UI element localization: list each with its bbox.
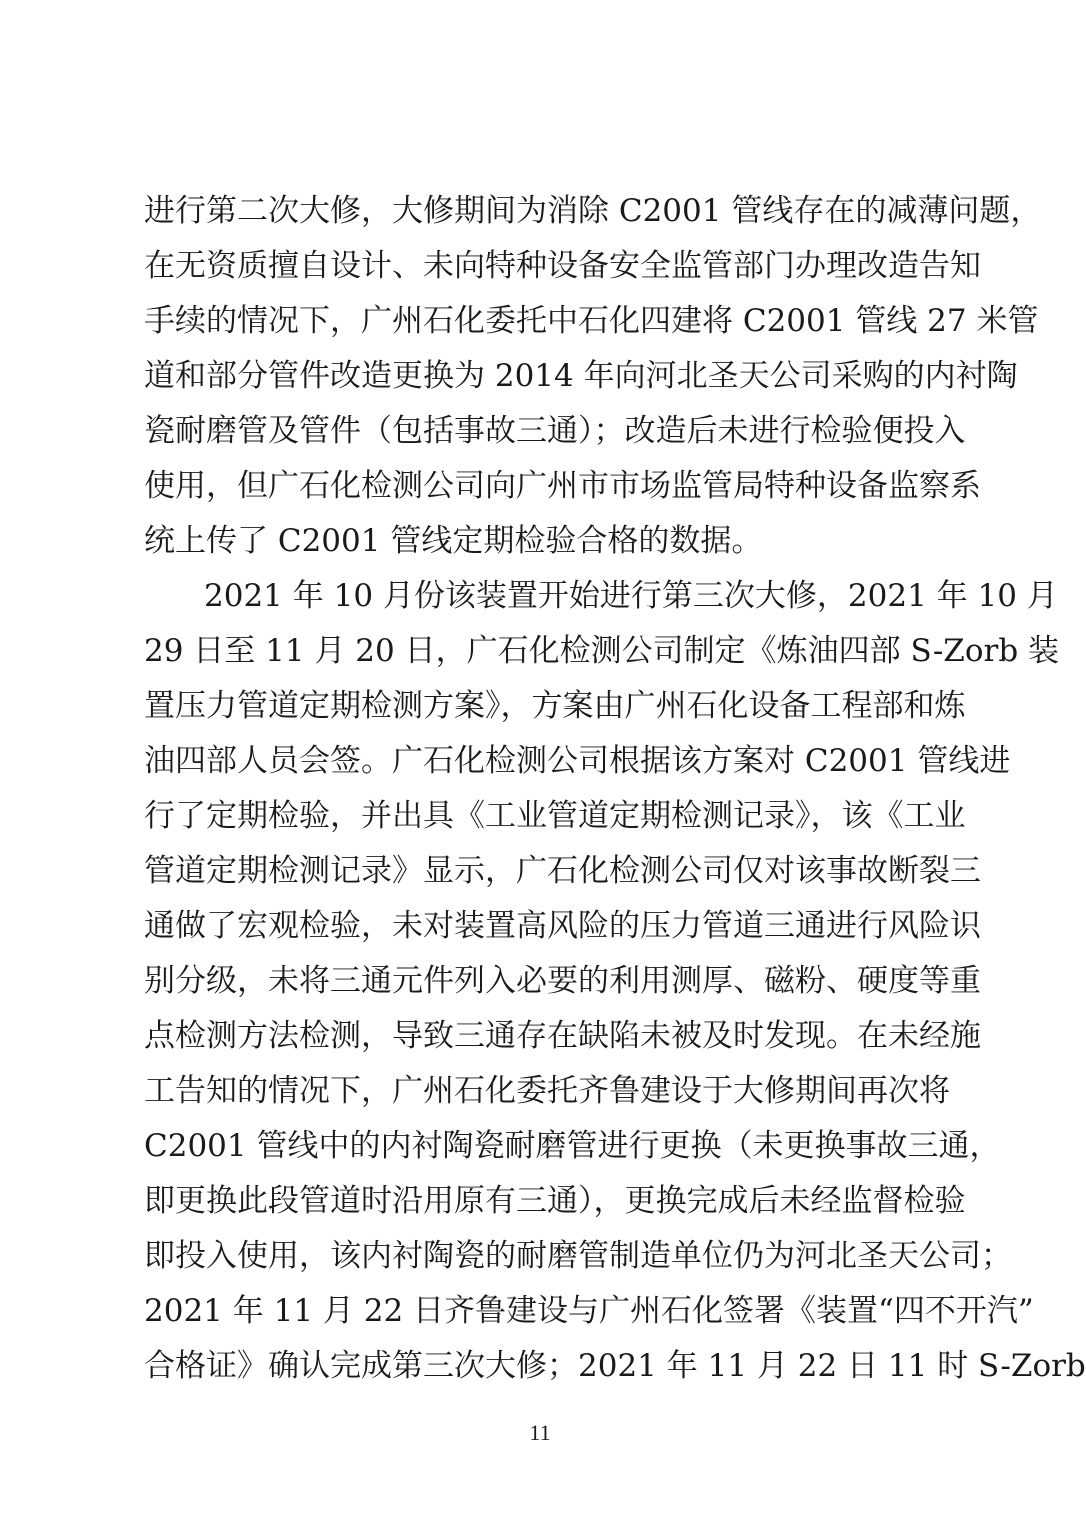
paragraph-line: 工告知的情况下，广州石化委托齐鲁建设于大修期间再次将 bbox=[144, 1073, 950, 1109]
paragraph-line: 即投入使用，该内衬陶瓷的耐磨管制造单位仍为河北圣天公司； bbox=[144, 1238, 1012, 1274]
paragraph-line: 置压力管道定期检测方案》，方案由广州石化设备工程部和炼 bbox=[144, 688, 966, 724]
paragraph-line: 通做了宏观检验，未对装置高风险的压力管道三通进行风险识 bbox=[144, 908, 981, 944]
paragraph-line: 使用，但广石化检测公司向广州市市场监管局特种设备监察系 bbox=[144, 468, 981, 504]
paragraph-line: 手续的情况下，广州石化委托中石化四建将 C2001 管线 27 米管 bbox=[144, 303, 1039, 339]
paragraph-line: 道和部分管件改造更换为 2014 年向河北圣天公司采购的内衬陶 bbox=[144, 358, 1018, 394]
paragraph-line: 行了定期检验，并出具《工业管道定期检测记录》，该《工业 bbox=[144, 798, 966, 834]
paragraph-line: 2021 年 11 月 22 日齐鲁建设与广州石化签署《装置“四不开汽” bbox=[144, 1293, 1034, 1329]
paragraph-line: 瓷耐磨管及管件（包括事故三通）；改造后未进行检验便投入 bbox=[144, 413, 966, 449]
page-number: 11 bbox=[529, 1420, 551, 1445]
paragraph-line: 2021 年 10 月份该装置开始进行第三次大修，2021 年 10 月 bbox=[204, 578, 1058, 614]
paragraph-line: 在无资质擅自设计、未向特种设备安全监管部门办理改造告知 bbox=[144, 248, 981, 284]
paragraph-line: 别分级，未将三通元件列入必要的利用测厚、磁粉、硬度等重 bbox=[144, 963, 981, 999]
paragraph-line: 油四部人员会签。广石化检测公司根据该方案对 C2001 管线进 bbox=[144, 743, 1011, 779]
paragraph-line: 进行第二次大修，大修期间为消除 C2001 管线存在的减薄问题， bbox=[144, 193, 1042, 229]
paragraph-line: 统上传了 C2001 管线定期检验合格的数据。 bbox=[144, 523, 763, 559]
paragraph-line: 合格证》确认完成第三次大修；2021 年 11 月 22 日 11 时 S-Zorb bbox=[144, 1348, 1086, 1384]
paragraph-line: 管道定期检测记录》显示，广石化检测公司仅对该事故断裂三 bbox=[144, 853, 981, 889]
paragraph-line: 点检测方法检测，导致三通存在缺陷未被及时发现。在未经施 bbox=[144, 1018, 981, 1054]
paragraph-line: 29 日至 11 月 20 日，广石化检测公司制定《炼油四部 S-Zorb 装 bbox=[144, 633, 1060, 669]
paragraph-line: C2001 管线中的内衬陶瓷耐磨管进行更换（未更换事故三通， bbox=[144, 1128, 1001, 1164]
paragraph-line: 即更换此段管道时沿用原有三通），更换完成后未经监督检验 bbox=[144, 1183, 966, 1219]
